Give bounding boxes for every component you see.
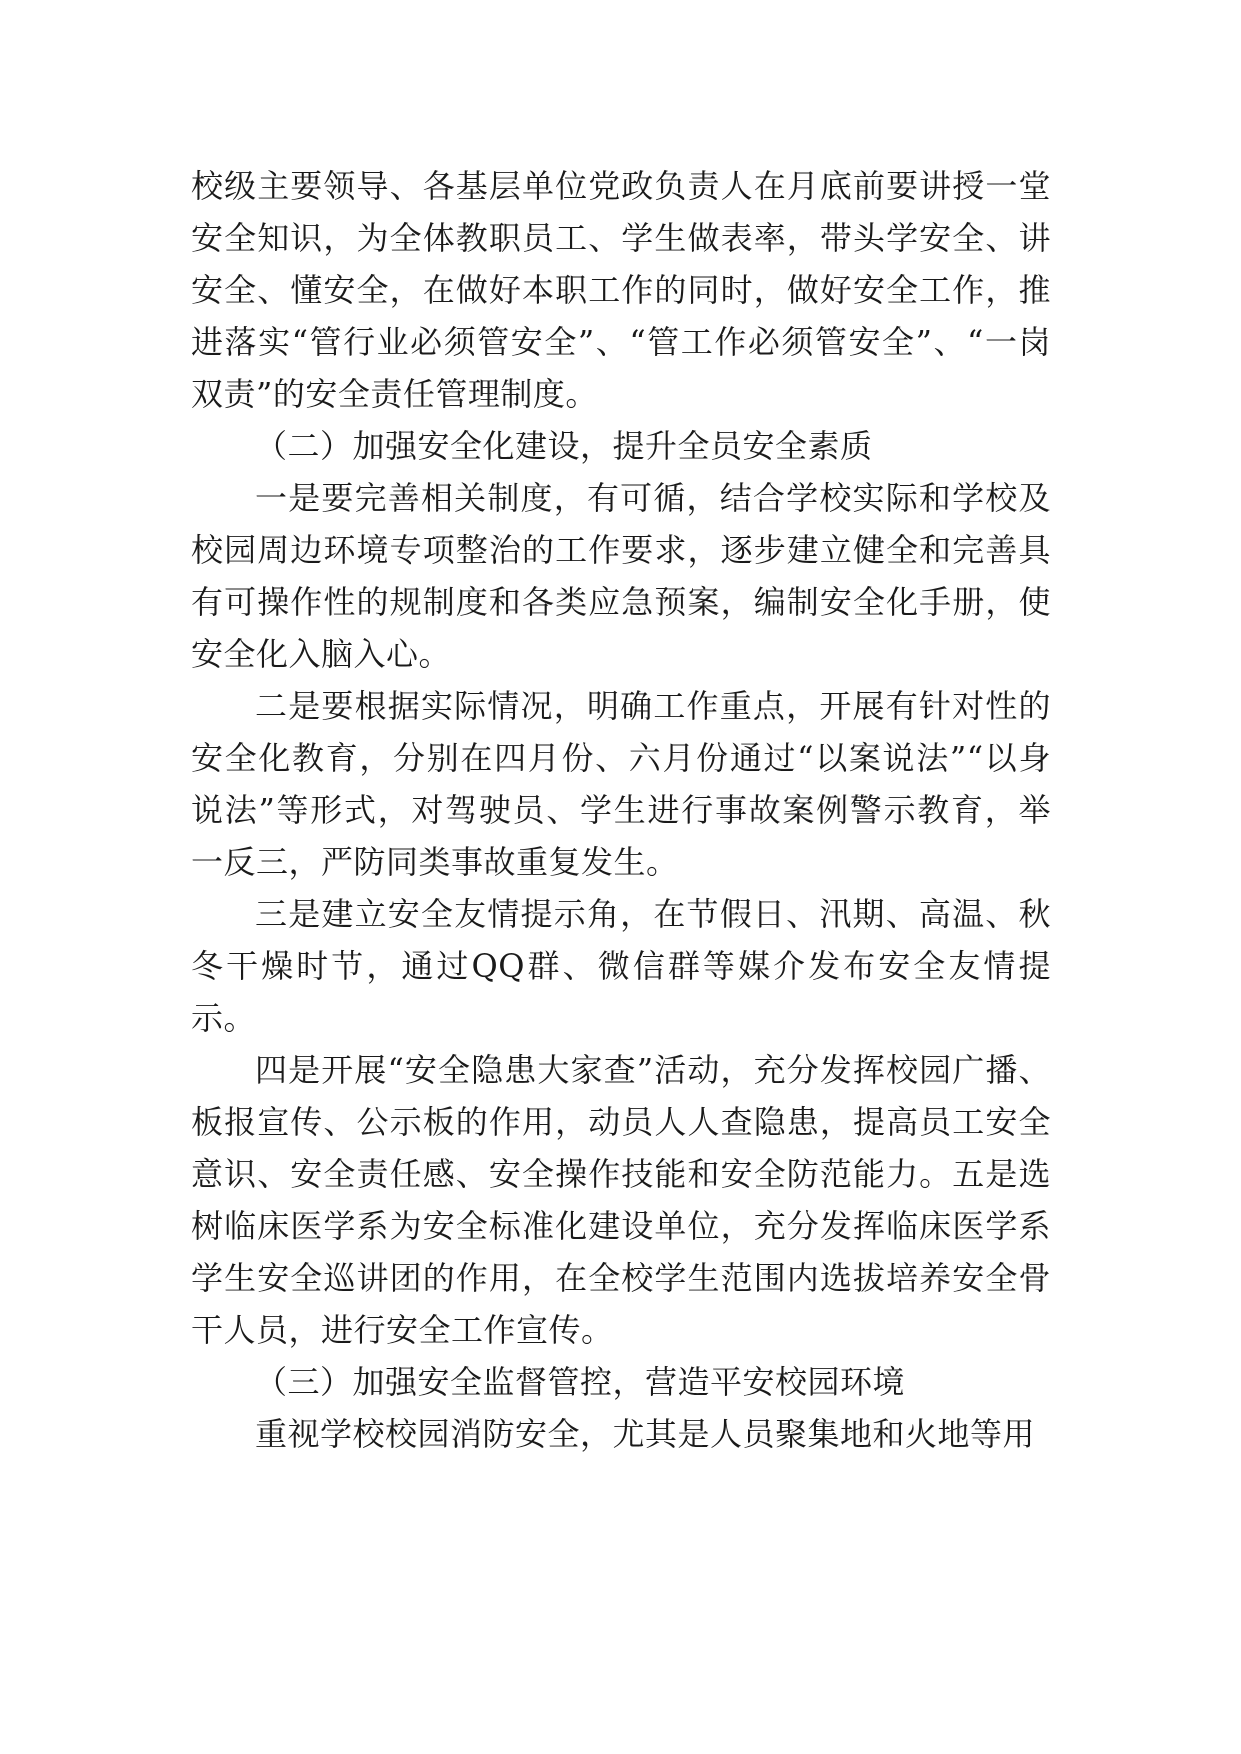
paragraph-6: 四是开展“安全隐患大家查”活动，充分发挥校园广播、板报宣传、公示板的作用，动员人人查隐患，提高员工安全意识、安全责任感、安全操作技能和安全防范能力。五是选树临床医学系为安全标准化建设单位，充分发挥临床医学系学生安全巡讲团的作用，在全校学生范围内选拔培养安全骨干人员，进行安全工作宣传。 (191, 1051, 1051, 1349)
section-heading-3: （三）加强安全监督管控，营造平安校园环境 (255, 1363, 906, 1401)
paragraph-3: 一是要完善相关制度，有可循，结合学校实际和学校及校园周边环境专项整治的工作要求，逐步建立健全和完善具有可操作性的规制度和各类应急预案，编制安全化手册，使安全化入脑入心。 (191, 479, 1051, 673)
section-heading-2: （二）加强安全化建设，提升全员安全素质 (255, 427, 873, 465)
document-body (191, 160, 1051, 1460)
paragraph-1: 校级主要领导、各基层单位党政负责人在月底前要讲授一堂安全知识，为全体教职员工、学生做表率，带头学安全、讲安全、懂安全，在做好本职工作的同时，做好安全工作，推进落实“管行业必须管安全”、“管工作必须管安全”、“一岗双责”的安全责任管理制度。 (191, 167, 1051, 413)
paragraph-5: 三是建立安全友情提示角，在节假日、汛期、高温、秋冬干燥时节，通过QQ群、微信群等媒介发布安全友情提示。 (191, 895, 1051, 1037)
paragraph-8: 重视学校校园消防安全，尤其是人员聚集地和火地等用 (255, 1415, 1036, 1453)
paragraph-4: 二是要根据实际情况，明确工作重点，开展有针对性的安全化教育，分别在四月份、六月份通过“以案说法”“以身说法”等形式，对驾驶员、学生进行事故案例警示教育，举一反三，严防同类事故重复发生。 (191, 687, 1051, 881)
